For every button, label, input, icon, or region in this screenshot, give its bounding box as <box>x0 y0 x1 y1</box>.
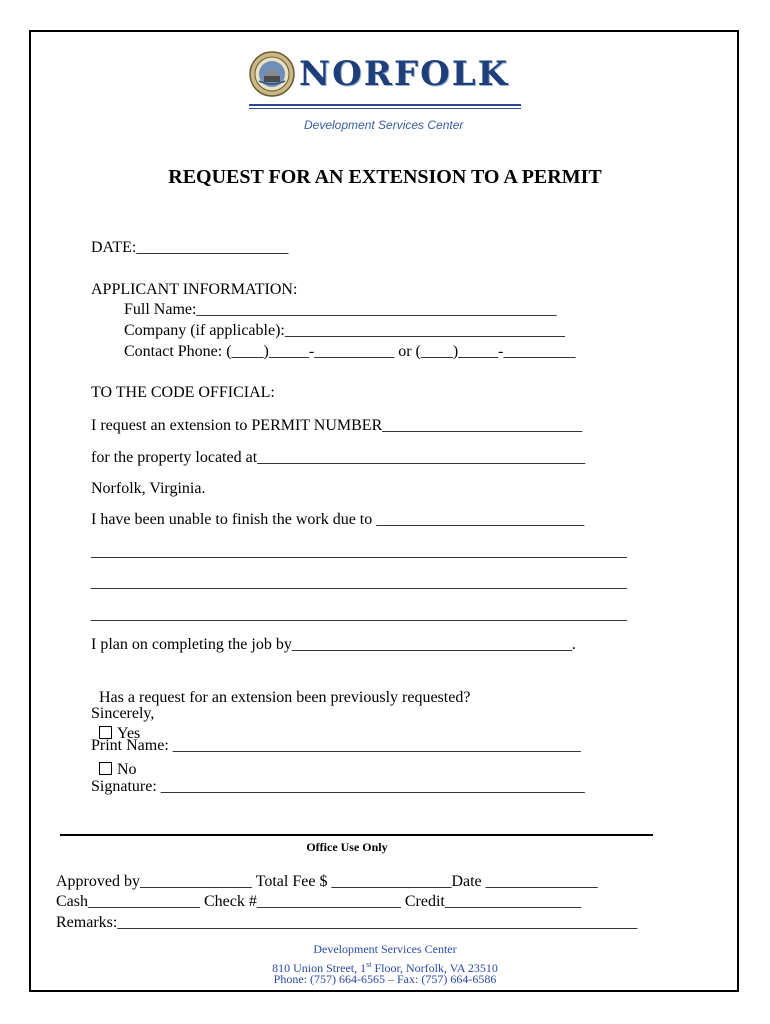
reason-blank-line[interactable]: ___________________________________________________________________ <box>91 606 627 623</box>
reason-field[interactable]: I have been unable to finish the work due to __________________________ <box>91 511 585 528</box>
city-text: Norfolk, Virginia. <box>91 480 206 497</box>
contact-phone-field[interactable]: Contact Phone: (____)_____-__________ or (____)_____-_________ <box>124 343 576 360</box>
previous-request-row <box>91 671 470 779</box>
header-rule <box>249 104 521 106</box>
reason-blank-line[interactable]: ___________________________________________________________________ <box>91 574 627 591</box>
permit-number-field[interactable]: I request an extension to PERMIT NUMBER_________________________ <box>91 417 583 434</box>
footer-address-ordinal: st <box>366 960 372 969</box>
office-remarks-row[interactable]: Remarks:_________________________________________________________________ <box>56 914 638 931</box>
footer-phone: Phone: (757) 664-6565 – Fax: (757) 664-6586 <box>273 972 497 986</box>
code-official-heading: TO THE CODE OFFICIAL: <box>91 384 275 401</box>
company-field[interactable]: Company (if applicable):___________________________________ <box>124 322 565 339</box>
office-use-heading: Office Use Only <box>306 840 388 854</box>
previous-request-question: Has a request for an extension been previously requested? <box>99 689 471 706</box>
no-checkbox[interactable] <box>99 762 112 775</box>
property-location-field[interactable]: for the property located at_________________________________________ <box>91 449 586 466</box>
office-payment-row[interactable]: Cash______________ Check #__________________ Credit_________________ <box>56 893 581 910</box>
print-name-field[interactable]: Print Name: ___________________________________________________ <box>91 737 581 754</box>
reason-blank-line[interactable]: ___________________________________________________________________ <box>91 543 627 560</box>
city-seal-icon <box>249 51 295 97</box>
footer-org: Development Services Center <box>313 942 457 956</box>
footer-address-street: 810 Union Street, 1 <box>272 961 367 975</box>
form-title: REQUEST FOR AN EXTENSION TO A PERMIT <box>168 166 602 188</box>
date-field[interactable]: DATE:___________________ <box>91 239 289 256</box>
office-divider <box>60 834 653 836</box>
closing-text: Sincerely, <box>91 705 155 722</box>
no-label: No <box>117 761 137 778</box>
completion-date-field[interactable]: I plan on completing the job by___________________________________. <box>91 636 576 653</box>
header-rule-thin <box>249 108 521 109</box>
yes-label: Yes <box>117 725 141 742</box>
header-subheading: Development Services Center <box>304 118 464 132</box>
applicant-heading: APPLICANT INFORMATION: <box>91 281 298 298</box>
no-option[interactable] <box>99 761 137 778</box>
footer-address-city: Floor, Norfolk, VA 23510 <box>371 961 498 975</box>
signature-field[interactable]: Signature: _____________________________________________________ <box>91 778 585 795</box>
office-approval-row[interactable]: Approved by______________ Total Fee $ _______________Date ______________ <box>56 873 598 890</box>
norfolk-wordmark: NORFOLK <box>299 54 510 94</box>
full-name-field[interactable]: Full Name:_____________________________________________ <box>124 301 557 318</box>
